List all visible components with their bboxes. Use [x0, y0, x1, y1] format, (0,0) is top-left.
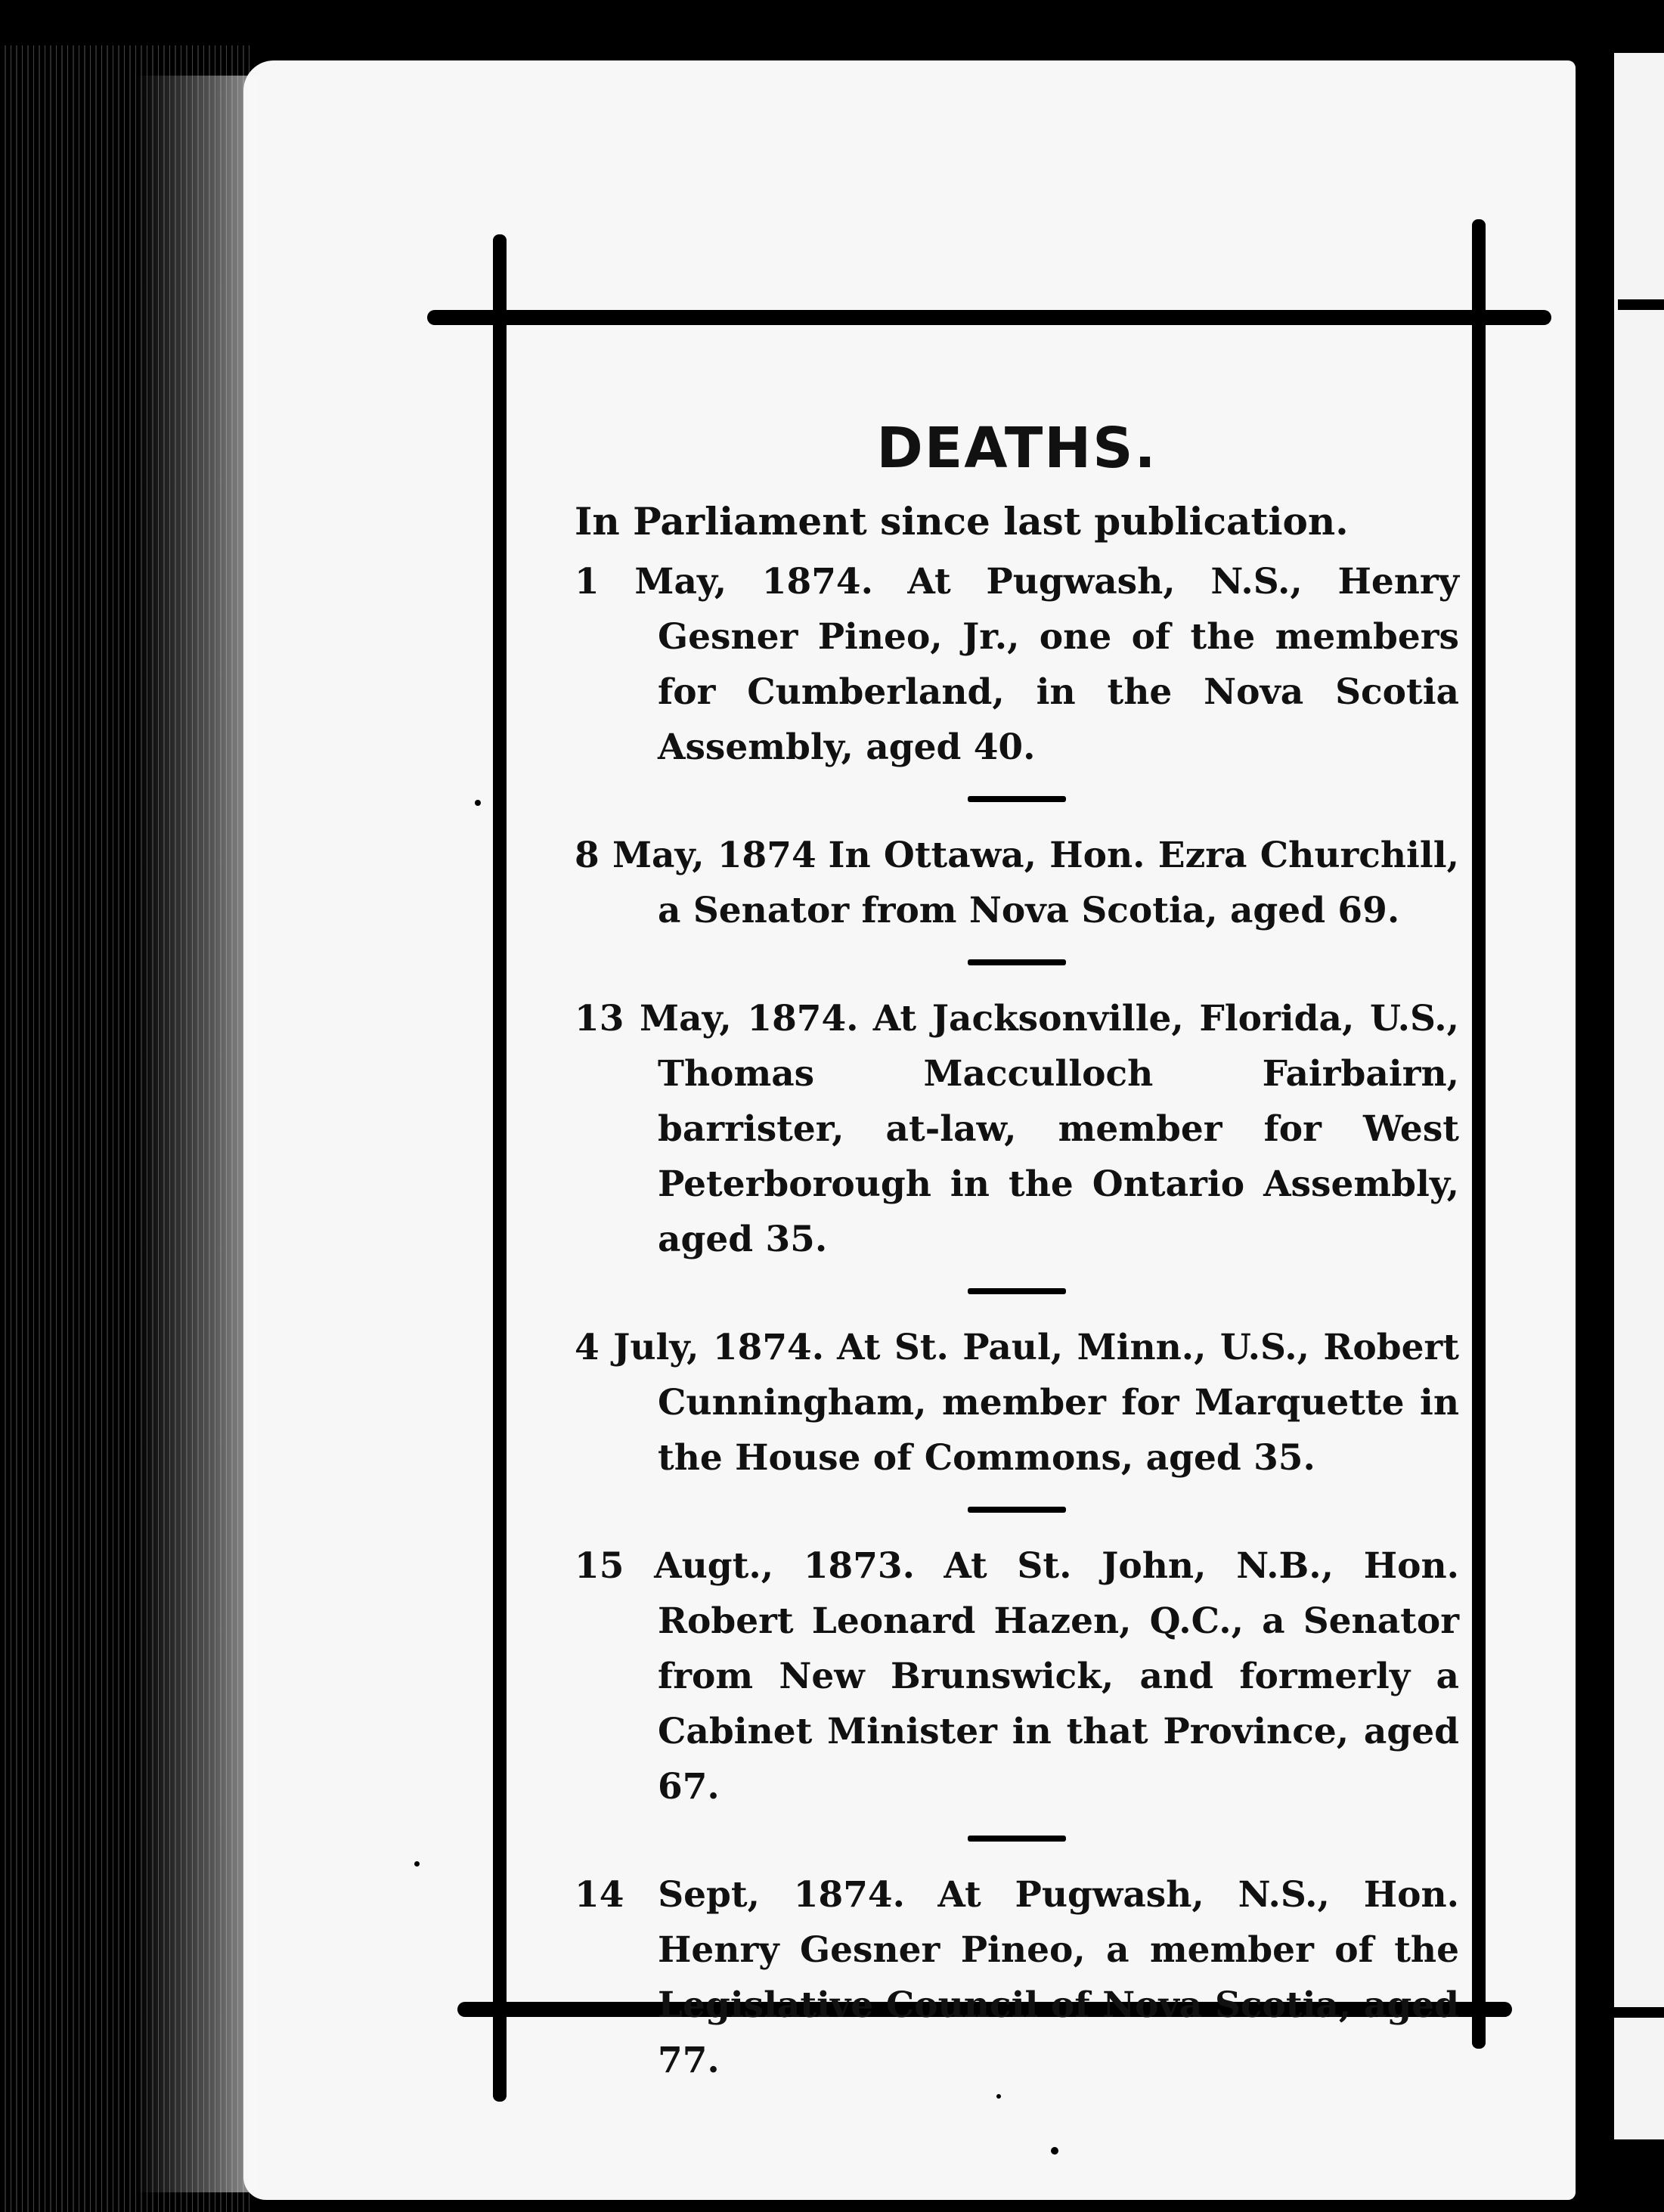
gutter-shadow — [136, 76, 257, 2192]
entry-date: 15 Augt., 1873. — [575, 1545, 915, 1587]
entry-date: 8 May, 1874 — [575, 835, 817, 876]
deaths-notice — [575, 416, 1459, 2088]
entry-separator — [968, 959, 1066, 965]
right-border-rule — [1472, 219, 1486, 2049]
entry-separator — [968, 1836, 1066, 1842]
page-title: DEATHS. — [876, 416, 1157, 481]
adjacent-page-border-rule — [1595, 60, 1607, 2079]
death-entry — [575, 828, 1459, 938]
entry-date: 1 May, 1874. — [575, 561, 873, 603]
entry-separator — [968, 1507, 1066, 1513]
entry-text: At Pugwash, N.S., Henry Gesner Pineo, Jr., one of the members for Cumberland, in the Nova Scotia Assembly, aged 40. — [658, 561, 1459, 768]
adjacent-page-bottom-rule — [1614, 2007, 1664, 2018]
ink-speck — [414, 1861, 420, 1867]
entry-date: 14 Sept, 1874. — [575, 1874, 905, 1916]
entry-separator — [968, 1288, 1066, 1294]
entry-text: In Ottawa, Hon. Ezra Churchill, a Senator from Nova Scotia, aged 69. — [658, 835, 1459, 931]
entry-separator — [968, 796, 1066, 802]
death-entry — [575, 1538, 1459, 1814]
ink-speck — [996, 2094, 1001, 2099]
section-subtitle: In Parliament since last publication. — [575, 499, 1349, 544]
adjacent-page-edge — [1614, 53, 1664, 2139]
entry-text: At Jacksonville, Florida, U.S., Thomas Macculloch Fairbairn, barrister, at-law, member for West Peterborough in the Ontario Assembly, aged 35. — [658, 998, 1459, 1260]
death-entry — [575, 1867, 1459, 2088]
adjacent-page-top-rule — [1618, 299, 1664, 310]
death-entry — [575, 991, 1459, 1267]
death-entry — [575, 554, 1459, 775]
entry-date: 4 July, 1874. — [575, 1327, 825, 1368]
death-entry — [575, 1320, 1459, 1486]
top-border-rule — [427, 310, 1551, 325]
left-border-rule — [493, 234, 507, 2102]
entry-date: 13 May, 1874. — [575, 998, 859, 1039]
entry-text: At St. John, N.B., Hon. Robert Leonard Hazen, Q.C., a Senator from New Brunswick, and formerly a Cabinet Minister in that Province, aged 67. — [658, 1545, 1459, 1808]
entry-text: At Pugwash, N.S., Hon. Henry Gesner Pineo, a member of the Legislative Council of Nova Scotia, aged 77. — [658, 1874, 1459, 2081]
ink-speck — [1051, 2147, 1058, 2155]
ink-speck — [475, 800, 481, 806]
entry-text: At St. Paul, Minn., U.S., Robert Cunningham, member for Marquette in the House of Commons, aged 35. — [658, 1327, 1459, 1479]
